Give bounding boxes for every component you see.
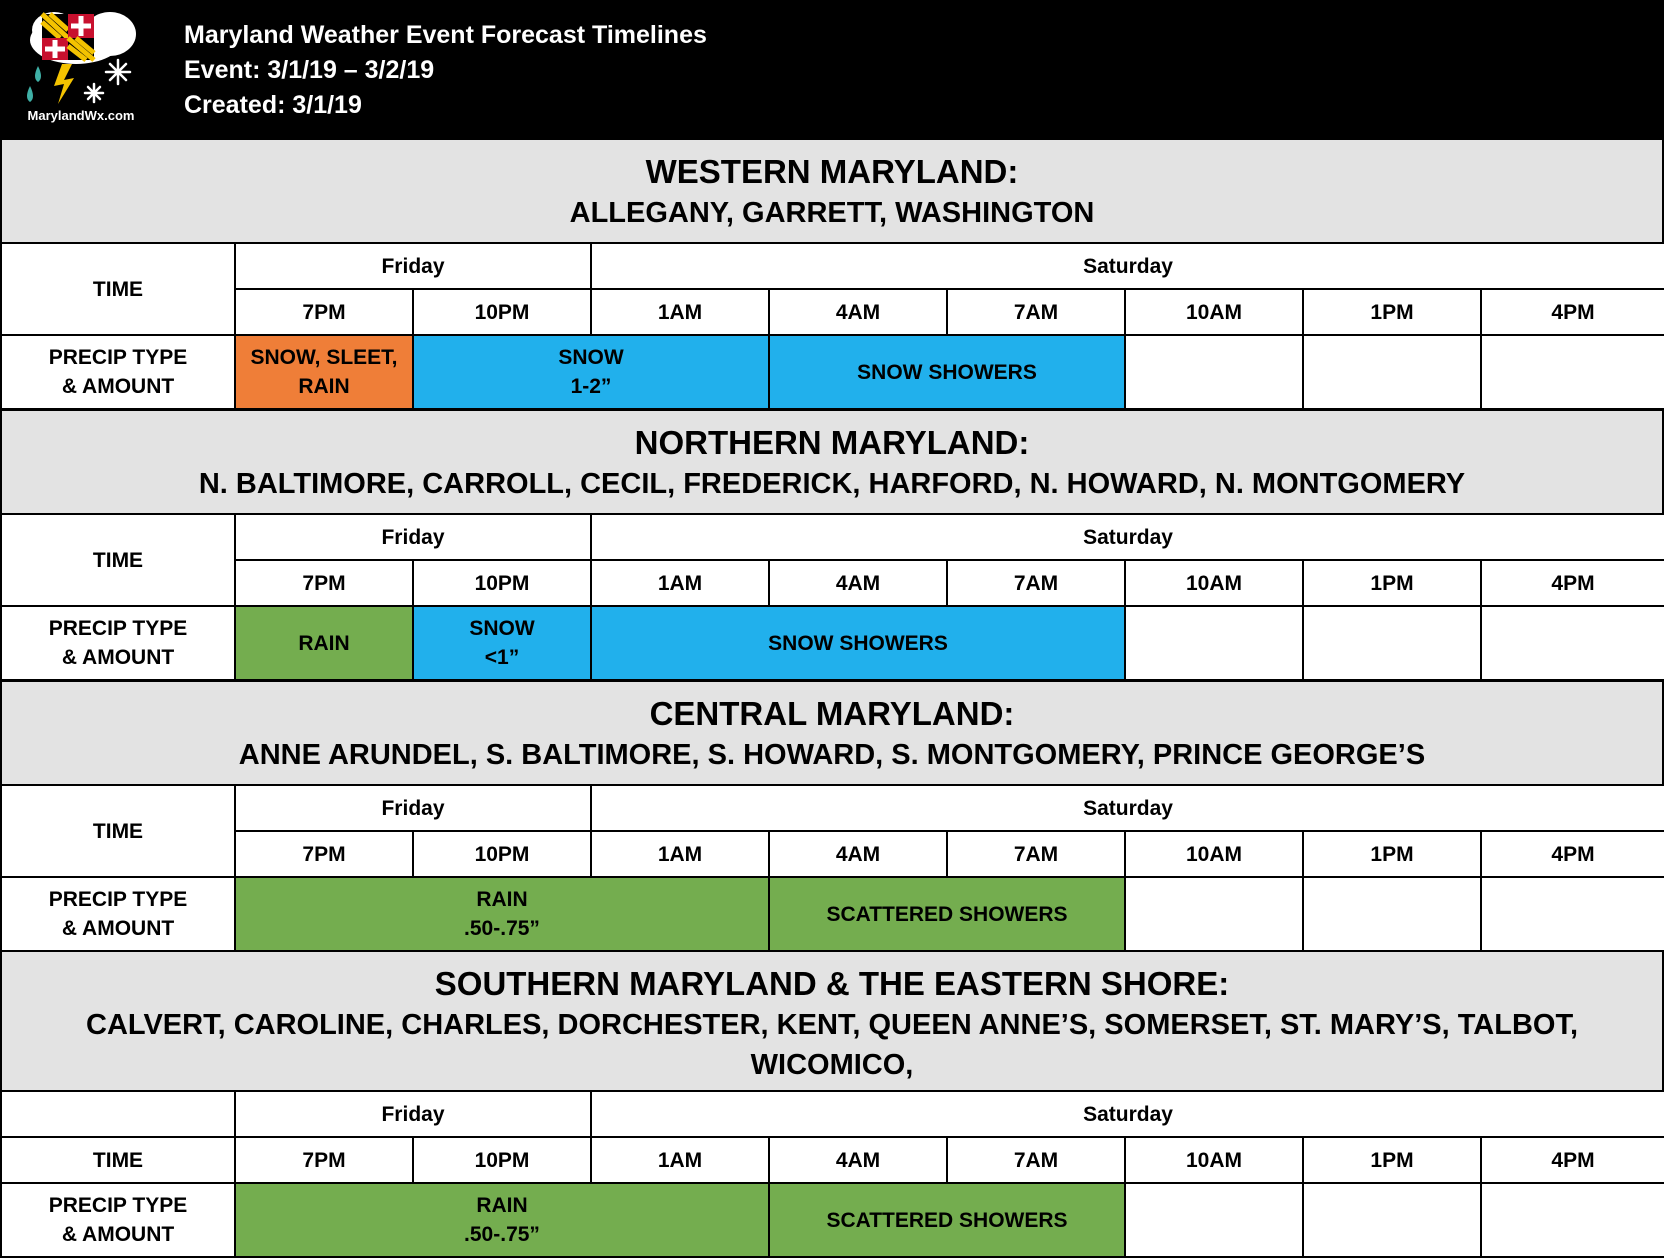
- empty-cell: [1481, 335, 1664, 409]
- precip-label: [1, 1183, 235, 1257]
- precip-label-line1: PRECIP TYPE: [48, 1194, 188, 1217]
- empty-cell: [1303, 606, 1481, 680]
- time-slot: 4PM: [1481, 831, 1664, 877]
- time-slot: 10PM: [413, 1137, 591, 1183]
- precip-cell: [413, 335, 769, 409]
- precip-amount: .50-.75”: [464, 917, 540, 940]
- region-southern-timeline: [0, 1090, 1664, 1258]
- precip-type: RAIN: [298, 631, 350, 655]
- day-saturday: Saturday: [591, 243, 1664, 289]
- precip-amount: <1”: [484, 646, 520, 669]
- region-title: CENTRAL MARYLAND:: [649, 695, 1015, 732]
- logo-site-name: MarylandWx.com: [27, 108, 135, 123]
- time-slot: 10AM: [1125, 289, 1303, 335]
- day-friday: Friday: [235, 514, 591, 560]
- precip-amount: RAIN: [298, 375, 350, 398]
- precip-label-line2: & AMOUNT: [61, 375, 175, 398]
- empty-cell: [1125, 877, 1303, 951]
- empty-cell: [1303, 1183, 1481, 1257]
- time-slot: 1AM: [591, 831, 769, 877]
- precip-type: RAIN: [476, 1194, 528, 1217]
- time-slot: 4AM: [769, 560, 947, 606]
- precip-label-line2: & AMOUNT: [61, 646, 175, 669]
- day-friday: Friday: [235, 1091, 591, 1137]
- time-slot: 1AM: [591, 1137, 769, 1183]
- time-slot: 7PM: [235, 831, 413, 877]
- time-label: TIME: [1, 785, 235, 877]
- time-slot: 1PM: [1303, 831, 1481, 877]
- empty-cell: [1481, 606, 1664, 680]
- header-info: [184, 18, 707, 123]
- time-slot: 7PM: [235, 560, 413, 606]
- precip-label: [1, 877, 235, 951]
- time-slot: 4PM: [1481, 1137, 1664, 1183]
- time-slot: 4AM: [769, 289, 947, 335]
- time-slot: 10AM: [1125, 560, 1303, 606]
- precip-amount: .50-.75”: [464, 1223, 540, 1246]
- page-header: [0, 0, 1664, 140]
- time-label: TIME: [1, 243, 235, 335]
- region-central-header: [0, 680, 1664, 786]
- precip-type: SCATTERED SHOWERS: [826, 902, 1068, 926]
- empty-cell: [1, 1091, 235, 1137]
- event-dates: Event: 3/1/19 – 3/2/19: [184, 56, 435, 84]
- time-slot: 7AM: [947, 560, 1125, 606]
- precip-cell: [769, 335, 1125, 409]
- time-slot: 4AM: [769, 1137, 947, 1183]
- region-counties: ALLEGANY, GARRETT, WASHINGTON: [569, 197, 1095, 229]
- precip-cell: [235, 1183, 769, 1257]
- precip-cell: [413, 606, 591, 680]
- time-label: TIME: [1, 1137, 235, 1183]
- time-slot: 7AM: [947, 831, 1125, 877]
- region-southern-header: [0, 950, 1664, 1092]
- region-western-header: [0, 138, 1664, 244]
- day-friday: Friday: [235, 785, 591, 831]
- created-date: Created: 3/1/19: [184, 91, 362, 119]
- time-slot: 1AM: [591, 289, 769, 335]
- day-saturday: Saturday: [591, 514, 1664, 560]
- precip-cell: [769, 1183, 1125, 1257]
- precip-type: SNOW SHOWERS: [857, 360, 1037, 384]
- time-slot: 10AM: [1125, 831, 1303, 877]
- region-western-timeline: [0, 242, 1664, 410]
- time-slot: 10PM: [413, 560, 591, 606]
- day-saturday: Saturday: [591, 785, 1664, 831]
- precip-cell: [235, 877, 769, 951]
- precip-label-line2: & AMOUNT: [61, 1223, 175, 1246]
- empty-cell: [1303, 335, 1481, 409]
- time-slot: 7PM: [235, 1137, 413, 1183]
- empty-cell: [1125, 606, 1303, 680]
- time-slot: 4PM: [1481, 289, 1664, 335]
- time-slot: 10PM: [413, 289, 591, 335]
- precip-amount: 1-2”: [570, 375, 612, 398]
- time-slot: 10AM: [1125, 1137, 1303, 1183]
- precip-type: SCATTERED SHOWERS: [826, 1208, 1068, 1232]
- precip-type: SNOW, SLEET,: [250, 346, 398, 369]
- region-northern-header: [0, 409, 1664, 515]
- region-title: SOUTHERN MARYLAND & THE EASTERN SHORE:: [434, 965, 1230, 1002]
- region-northern-timeline: [0, 513, 1664, 681]
- region-counties: CALVERT, CAROLINE, CHARLES, DORCHESTER, KENT, QUEEN ANNE’S, SOMERSET, ST. MARY’S, TALBOT, WICOMICO,: [86, 1009, 1578, 1081]
- time-label: TIME: [1, 514, 235, 606]
- precip-label-line2: & AMOUNT: [61, 917, 175, 940]
- empty-cell: [1125, 335, 1303, 409]
- time-slot: 7AM: [947, 289, 1125, 335]
- region-title: NORTHERN MARYLAND:: [634, 424, 1030, 461]
- empty-cell: [1125, 1183, 1303, 1257]
- precip-cell: [591, 606, 1125, 680]
- precip-type: RAIN: [476, 888, 528, 911]
- time-slot: 10PM: [413, 831, 591, 877]
- day-saturday: Saturday: [591, 1091, 1664, 1137]
- time-slot: 1PM: [1303, 1137, 1481, 1183]
- time-slot: 1AM: [591, 560, 769, 606]
- time-slot: 7AM: [947, 1137, 1125, 1183]
- precip-label: [1, 606, 235, 680]
- page-title: Maryland Weather Event Forecast Timelines: [184, 21, 707, 49]
- empty-cell: [1481, 1183, 1664, 1257]
- precip-label: [1, 335, 235, 409]
- region-title: WESTERN MARYLAND:: [645, 153, 1019, 190]
- precip-label-line1: PRECIP TYPE: [48, 617, 188, 640]
- empty-cell: [1481, 877, 1664, 951]
- empty-cell: [1303, 877, 1481, 951]
- precip-cell: [235, 606, 413, 680]
- precip-label-line1: PRECIP TYPE: [48, 888, 188, 911]
- precip-type: SNOW: [558, 346, 624, 369]
- time-slot: 7PM: [235, 289, 413, 335]
- precip-cell: [769, 877, 1125, 951]
- region-counties: ANNE ARUNDEL, S. BALTIMORE, S. HOWARD, S. MONTGOMERY, PRINCE GEORGE’S: [238, 739, 1426, 771]
- time-slot: 1PM: [1303, 560, 1481, 606]
- region-central-timeline: [0, 784, 1664, 952]
- precip-label-line1: PRECIP TYPE: [48, 346, 188, 369]
- time-slot: 4PM: [1481, 560, 1664, 606]
- day-friday: Friday: [235, 243, 591, 289]
- time-slot: 4AM: [769, 831, 947, 877]
- region-counties: N. BALTIMORE, CARROLL, CECIL, FREDERICK, HARFORD, N. HOWARD, N. MONTGOMERY: [198, 468, 1466, 500]
- time-slot: 1PM: [1303, 289, 1481, 335]
- precip-cell: [235, 335, 413, 409]
- precip-type: SNOW SHOWERS: [768, 631, 948, 655]
- precip-type: SNOW: [469, 617, 535, 640]
